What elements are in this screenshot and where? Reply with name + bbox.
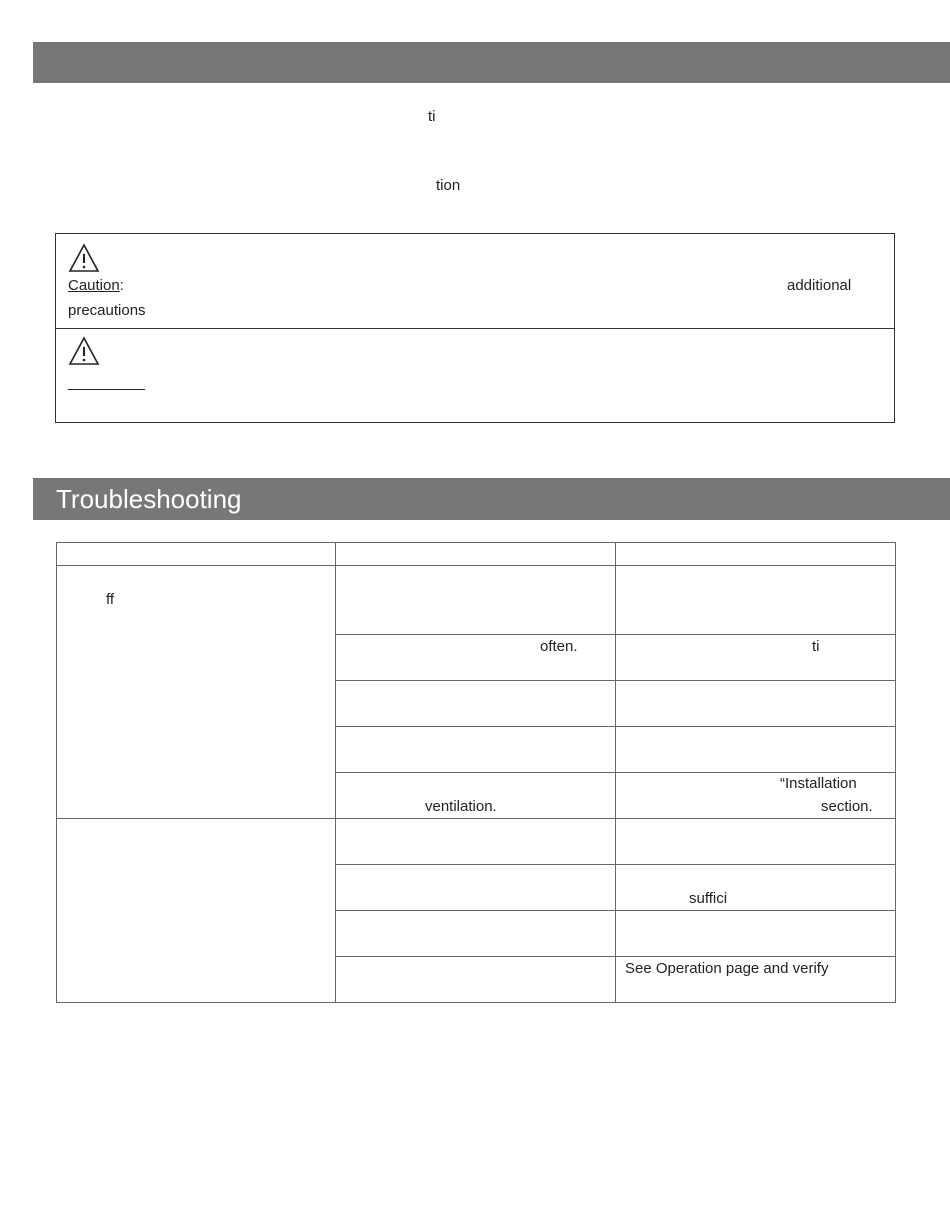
- caution-text-line2: precautions: [68, 302, 146, 319]
- cause-text: ventilation.: [425, 798, 497, 815]
- solution-cell: [616, 727, 896, 773]
- troubleshooting-title: Troubleshooting: [56, 484, 242, 514]
- cause-cell: [336, 773, 616, 819]
- caution-label-group: [68, 277, 124, 295]
- cause-cell: [336, 911, 616, 957]
- solution-cell: [616, 957, 896, 1003]
- column-header-solution: [616, 543, 896, 566]
- cause-cell: [336, 865, 616, 911]
- solution-text: ti: [812, 638, 820, 655]
- solution-cell: [616, 681, 896, 727]
- problem-1-text: ff: [106, 591, 115, 608]
- caution-text-end: additional: [787, 277, 852, 294]
- solution-text: suffici: [689, 890, 728, 907]
- caution-box-1: [55, 233, 895, 329]
- solution-cell: [616, 865, 896, 911]
- caution-label-colon: :: [119, 277, 124, 294]
- cause-cell: [336, 635, 616, 681]
- solution-text: See Operation page and verify: [625, 960, 829, 977]
- solution-cell: [616, 635, 896, 681]
- intro-fragment-1: ti: [428, 108, 436, 125]
- problem-cell-2: [57, 819, 336, 1003]
- solution-text-line1: “Installation: [780, 775, 857, 792]
- troubleshooting-table: [56, 542, 896, 1003]
- troubleshooting-band: [33, 478, 950, 520]
- caution-box-2: [55, 328, 895, 423]
- problem-cell-1: [57, 566, 336, 819]
- solution-cell: [616, 773, 896, 819]
- cause-cell: [336, 566, 616, 635]
- table-header-row: [57, 543, 896, 566]
- solution-cell: [616, 911, 896, 957]
- column-header-problem: [57, 543, 336, 566]
- cause-cell: [336, 681, 616, 727]
- warning-triangle-icon: [68, 336, 100, 366]
- cause-cell: [336, 727, 616, 773]
- solution-text-line2: section.: [821, 798, 873, 815]
- warning-triangle-icon: [68, 243, 100, 273]
- cause-cell: [336, 957, 616, 1003]
- cause-text: often.: [540, 638, 578, 655]
- caution-label: Caution: [68, 277, 120, 294]
- column-header-cause: [336, 543, 616, 566]
- top-section-band: [33, 42, 950, 83]
- top-section-title: [33, 48, 56, 78]
- solution-cell: [616, 819, 896, 865]
- table-row: [57, 819, 896, 865]
- solution-cell: [616, 566, 896, 635]
- warning-2-underline: [68, 389, 145, 390]
- intro-fragment-2: tion: [436, 177, 461, 194]
- cause-cell: [336, 819, 616, 865]
- table-row: [57, 566, 896, 635]
